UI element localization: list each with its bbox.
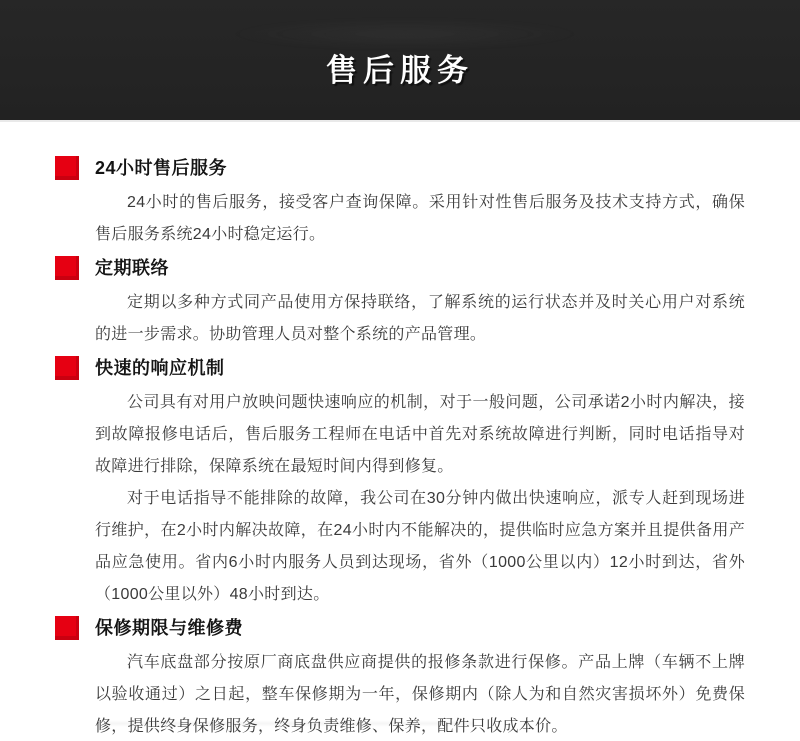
section-heading-row: [55, 256, 745, 280]
section-body: [95, 187, 745, 251]
section-heading: 24小时售后服务: [95, 158, 228, 178]
section-heading-row: [55, 356, 745, 380]
section-heading: 快速的响应机制: [95, 358, 225, 378]
paragraph: 24小时的售后服务，接受客户查询保障。采用针对性售后服务及技术支持方式，确保售后服务系统24小时稳定运行。: [95, 194, 745, 243]
paragraph: 汽车底盘部分按原厂商底盘供应商提供的报修条款进行保修。产品上牌（车辆不上牌以验收通过）之日起，整车保修期为一年，保修期内（除人为和自然灾害损坏外）免费保修，提供终身保修服务，终身负责维修、保养，配件只收成本价。: [95, 654, 745, 735]
paragraph: 定期以多种方式同产品使用方保持联络，了解系统的运行状态并及时关心用户对系统的进一步需求。协助管理人员对整个系统的产品管理。: [95, 294, 745, 343]
section-heading: 保修期限与维修费: [95, 618, 243, 638]
section-24h-service: [55, 156, 745, 251]
red-square-bullet-icon: [55, 156, 79, 180]
section-rapid-response: [55, 356, 745, 611]
page-title: 售后服务: [326, 53, 474, 88]
section-regular-contact: [55, 256, 745, 351]
red-square-bullet-icon: [55, 356, 79, 380]
red-square-bullet-icon: [55, 256, 79, 280]
section-heading-row: [55, 156, 745, 180]
section-body: [95, 287, 745, 351]
section-heading: 定期联络: [95, 258, 169, 278]
content-area: [0, 122, 800, 741]
paragraph: 对于电话指导不能排除的故障，我公司在30分钟内做出快速响应，派专人赶到现场进行维护，在2小时内解决故障，在24小时内不能解决的，提供临时应急方案并且提供备用产品应急使用。省内6小时内服务人员到达现场，省外（1000公里以内）12小时到达，省外（1000公里以外）48小时到达。: [95, 490, 745, 603]
section-body: [95, 387, 745, 611]
section-body: [95, 647, 745, 741]
red-square-bullet-icon: [55, 616, 79, 640]
paragraph: 公司具有对用户放映问题快速响应的机制，对于一般问题，公司承诺2小时内解决，接到故障报修电话后，售后服务工程师在电话中首先对系统故障进行判断，同时电话指导对故障进行排除，保障系统在最短时间内得到修复。: [95, 394, 745, 475]
section-warranty: [55, 616, 745, 741]
faint-watermark: [230, 18, 580, 50]
header-banner: [0, 0, 800, 122]
section-heading-row: [55, 616, 745, 640]
